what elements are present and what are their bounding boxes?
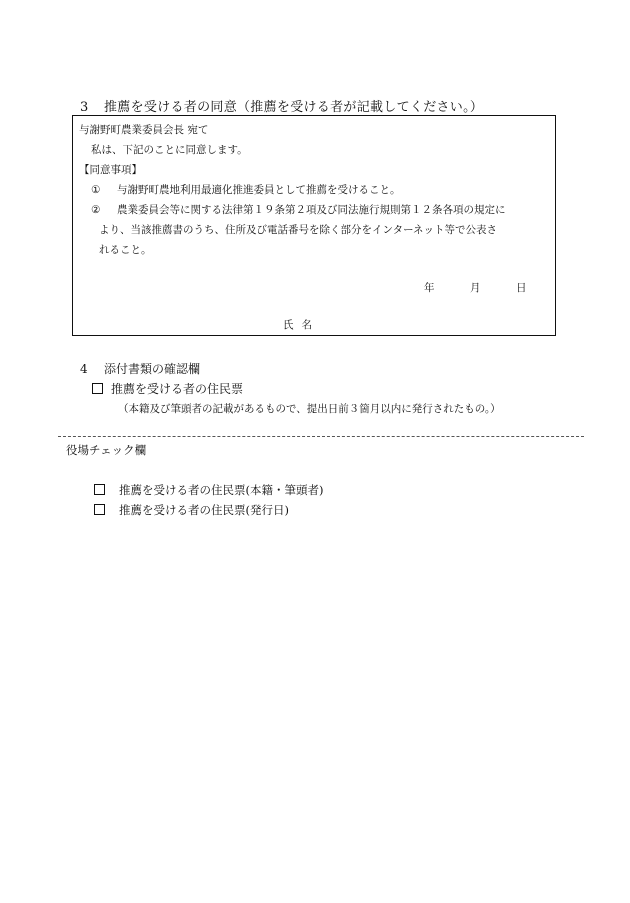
section-4-title: 添付書類の確認欄 xyxy=(104,362,201,376)
agreement-line: 私は、下記のことに同意します。 xyxy=(91,144,248,156)
office-check-item-1-label: 推薦を受ける者の住民票(本籍・筆頭者) xyxy=(119,483,324,497)
date-row xyxy=(424,280,527,295)
consent-item-2 xyxy=(91,202,506,217)
consent-item-1-mark: ① xyxy=(91,184,101,196)
attachment-note: （本籍及び筆頭者の記載があるもので、提出日前３箇月以内に発行されたもの。） xyxy=(118,403,501,415)
office-check-item-1 xyxy=(94,482,323,498)
consent-item-2-text-line-3: れること。 xyxy=(99,244,152,256)
section-3-heading xyxy=(80,96,483,115)
matters-heading: 【同意事項】 xyxy=(79,164,142,176)
attachment-check-row xyxy=(92,380,243,397)
consent-item-1 xyxy=(91,182,401,197)
office-check-item-2 xyxy=(94,502,289,518)
date-month-label: 月 xyxy=(470,282,481,294)
consent-item-2-mark: ② xyxy=(91,204,101,216)
attachment-checkbox[interactable] xyxy=(92,383,103,394)
signature-name-label: 氏名 xyxy=(283,319,320,331)
addressee-line: 与謝野町農業委員会長 宛て xyxy=(79,124,209,136)
date-day-label: 日 xyxy=(516,282,527,294)
consent-item-2-text-line-1: 農業委員会等に関する法律第１９条第２項及び同法施行規則第１２条各項の規定に xyxy=(117,204,506,216)
consent-box xyxy=(72,115,556,336)
consent-item-1-text: 与謝野町農地利用最適化推進委員として推薦を受けること。 xyxy=(117,184,401,196)
office-check-checkbox-1[interactable] xyxy=(94,484,105,495)
office-check-checkbox-2[interactable] xyxy=(94,504,105,515)
office-check-heading: 役場チェック欄 xyxy=(66,443,147,457)
dashed-divider xyxy=(58,436,584,437)
office-check-item-2-label: 推薦を受ける者の住民票(発行日) xyxy=(119,503,289,517)
attachment-checkbox-label: 推薦を受ける者の住民票 xyxy=(111,382,244,396)
consent-item-2-text-line-2: より、当該推薦書のうち、住所及び電話番号を除く部分をインターネット等で公表さ xyxy=(99,224,498,236)
section-4-heading xyxy=(80,360,200,377)
section-3-title: 推薦を受ける者の同意（推薦を受ける者が記載してください。） xyxy=(104,100,484,115)
section-4-number: 4 xyxy=(80,362,88,376)
date-year-label: 年 xyxy=(424,282,435,294)
section-3-number: 3 xyxy=(80,100,89,115)
